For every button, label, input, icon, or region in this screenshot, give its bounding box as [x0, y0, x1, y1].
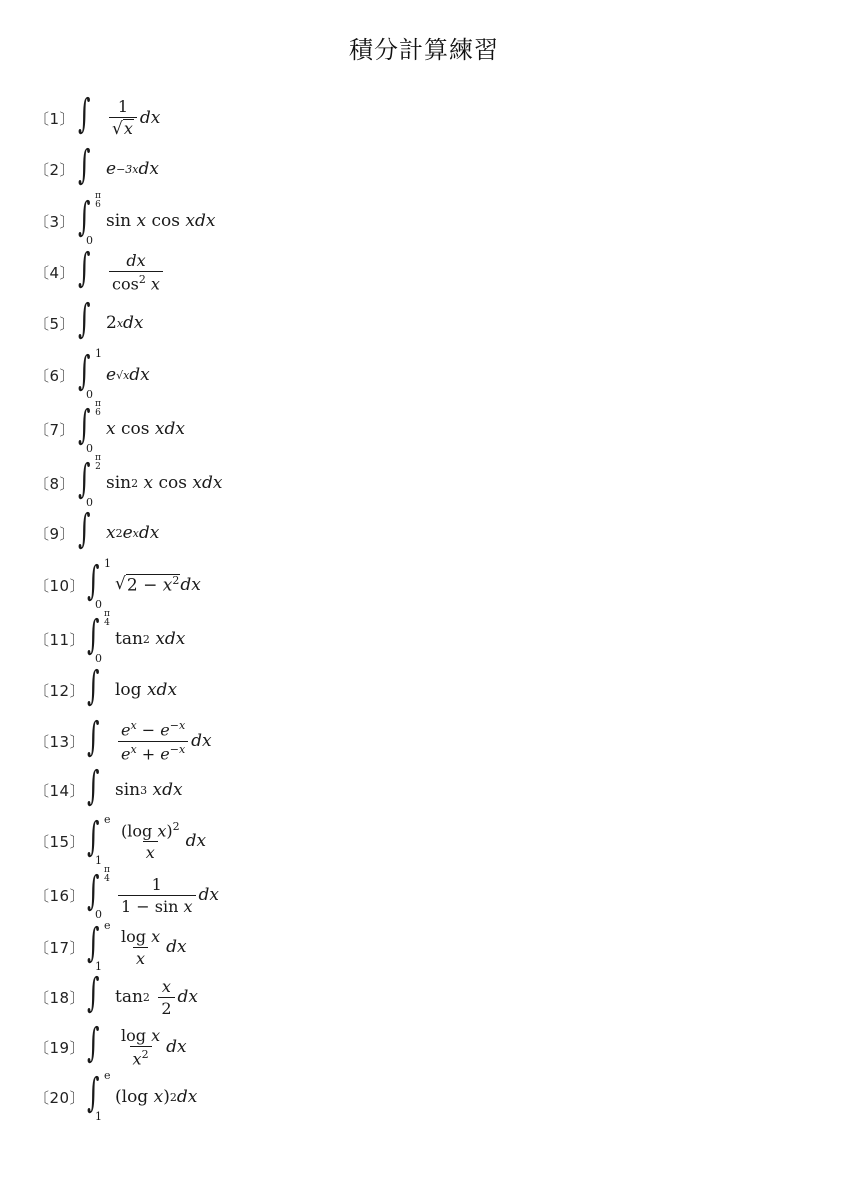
problem-number: 〔3〕 — [34, 212, 76, 231]
integral-expression: ∫ e 1 $\frac{(\log x)^2}{x}$ dx — [87, 813, 207, 867]
integral-expression: ∫ π 6 0 x cos xdx — [78, 399, 185, 455]
integral-sign: ∫ π 2 0 — [78, 453, 101, 509]
problem-11 — [0, 609, 848, 665]
problem-4 — [0, 246, 848, 298]
problem-number: 〔8〕 — [34, 474, 76, 493]
problem-number: 〔16〕 — [34, 886, 86, 905]
problem-number: 〔17〕 — [34, 938, 86, 957]
problem-17 — [0, 921, 848, 973]
integral-expression: ∫ e 1 (log x ) 2 dx — [87, 1069, 198, 1123]
integral-expression: ∫ 2 x dx — [78, 300, 144, 346]
problem-9 — [0, 507, 848, 559]
integral-expression: ∫ sin 3 xdx — [87, 767, 183, 813]
problem-3 — [0, 191, 848, 247]
problem-16 — [0, 865, 848, 921]
problem-10 — [0, 559, 848, 611]
integral-sign: ∫ π 6 0 — [78, 399, 101, 455]
problem-number: 〔6〕 — [34, 366, 76, 385]
integral-sign: ∫ — [78, 506, 91, 552]
integral-sign: ∫ 1 0 — [78, 347, 102, 401]
integral-expression: ∫ $\frac{\text{log x}}{x^2}$ dx — [87, 1020, 187, 1069]
integral-expression: ∫ π 4 0 $\frac{1}{\text{1 − sin x}}$ dx — [87, 865, 219, 921]
problem-18 — [0, 971, 848, 1023]
integral-expression: ∫ $\frac{e^x - e^{-x}}{e^x + e^{-x}}$ dx — [87, 714, 212, 763]
integral-expression: ∫ x 2 e x dx — [78, 510, 159, 556]
integral-sign: ∫ — [78, 91, 91, 137]
integral-sign: ∫ π 4 0 — [87, 865, 110, 921]
problem-19 — [0, 1021, 848, 1073]
problem-14 — [0, 764, 848, 816]
integral-expression: ∫ π 6 0 sin x cos xdx — [78, 191, 216, 247]
problem-2 — [0, 143, 848, 195]
problem-8 — [0, 453, 848, 509]
problem-number: 〔9〕 — [34, 524, 76, 543]
integral-sign: ∫ — [78, 296, 91, 342]
integral-sign: ∫ 1 0 — [87, 557, 111, 611]
problem-number: 〔18〕 — [34, 988, 86, 1007]
integral-sign: ∫ e 1 — [87, 1069, 111, 1123]
problem-number: 〔4〕 — [34, 263, 76, 282]
problem-number: 〔5〕 — [34, 314, 76, 333]
integral-sign: ∫ — [78, 142, 91, 188]
integral-expression: ∫ 1 √ x dx — [78, 91, 161, 139]
integral-expression: ∫ π 2 0 sin 2 x cos xdx — [78, 453, 223, 509]
problem-number: 〔2〕 — [34, 160, 76, 179]
integral-expression: ∫ e −3x dx — [78, 146, 159, 192]
problem-number: 〔1〕 — [34, 109, 76, 128]
integral-sign: ∫ — [87, 663, 100, 709]
integral-expression: ∫ 1 0 √ $2 - x^2$ dx — [87, 557, 201, 611]
problem-number: 〔14〕 — [34, 781, 86, 800]
problem-1 — [0, 92, 848, 144]
integral-sign: ∫ — [87, 763, 100, 809]
integral-sign: ∫ e 1 — [87, 919, 111, 973]
integral-sign: ∫ — [87, 1020, 100, 1066]
problem-number: 〔7〕 — [34, 420, 76, 439]
problem-number: 〔20〕 — [34, 1088, 86, 1107]
integral-sign: ∫ — [87, 970, 100, 1016]
problem-number: 〔12〕 — [34, 681, 86, 700]
problem-20 — [0, 1071, 848, 1123]
integral-sign: ∫ e 1 — [87, 813, 111, 867]
integral-expression: ∫ tan 2 $\frac{x}{2}$ dx — [87, 974, 198, 1020]
problem-number: 〔15〕 — [34, 832, 86, 851]
integral-sign: ∫ π 6 0 — [78, 191, 101, 247]
integral-expression: ∫ e 1 $\frac{\text{log x}}{x}$ dx — [87, 919, 187, 973]
problem-number: 〔11〕 — [34, 630, 86, 649]
problem-13 — [0, 715, 848, 767]
integral-expression: ∫ π 4 0 tan 2 xdx — [87, 609, 186, 665]
integral-expression: ∫ $\frac{dx}{\cos^2 x}$ — [78, 249, 166, 295]
problem-12 — [0, 664, 848, 716]
problem-5 — [0, 297, 848, 349]
problem-6 — [0, 349, 848, 401]
integral-expression: ∫ log xdx — [87, 667, 177, 713]
integral-sign: ∫ — [78, 245, 91, 291]
problem-number: 〔10〕 — [34, 576, 86, 595]
integral-sign: ∫ π 4 0 — [87, 609, 110, 665]
integral-expression: ∫ 1 0 e √x dx — [78, 347, 150, 401]
problem-number: 〔19〕 — [34, 1038, 86, 1057]
page-title: 積分計算練習 — [349, 36, 499, 64]
problem-number: 〔13〕 — [34, 732, 86, 751]
integral-sign: ∫ — [87, 714, 100, 760]
problem-15 — [0, 815, 848, 867]
problem-7 — [0, 399, 848, 455]
